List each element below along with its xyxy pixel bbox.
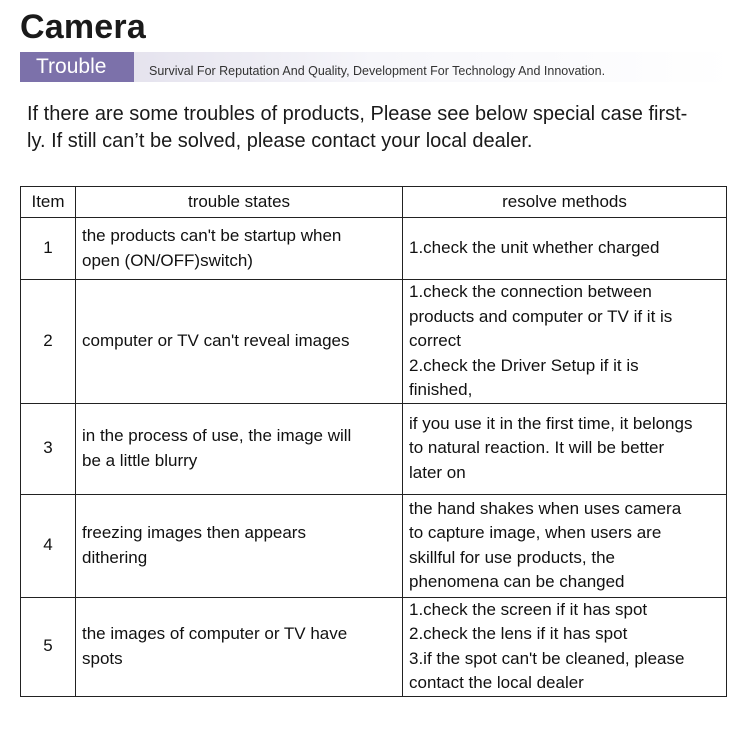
section-badge: Trouble [20, 52, 134, 82]
resolve-method [403, 597, 727, 696]
method-line: to capture image, when users are [409, 523, 662, 542]
state-line: computer or TV can't reveal images [82, 331, 350, 350]
trouble-state [76, 403, 403, 494]
method-line: skillful for use products, the [409, 547, 615, 567]
method-line: correct [409, 331, 461, 350]
method-line: 1.check the screen if it has spot [409, 599, 648, 619]
method-line: to natural reaction. It will be better [409, 438, 665, 458]
method-line: later on [409, 462, 466, 482]
method-line: phenomena can be changed [409, 572, 625, 591]
method-line: 3.if the spot can't be cleaned, please [409, 648, 685, 668]
resolve-method [403, 494, 727, 597]
state-line: spots [82, 648, 123, 668]
trouble-state [76, 494, 403, 597]
method-line: products and computer or TV if it is [409, 306, 673, 326]
state-line: open (ON/OFF)switch) [82, 250, 253, 270]
item-number: 1 [21, 218, 76, 280]
header-trouble-states: trouble states [76, 187, 403, 218]
method-line: the hand shakes when uses camera [409, 498, 682, 518]
method-line: 1.check the unit whether charged [409, 238, 660, 258]
header-item: Item [21, 187, 76, 218]
intro-line-2: ly. If still can’t be solved, please contact your local dealer. [27, 130, 533, 152]
method-line: 2.check the Driver Setup if it is [409, 355, 639, 375]
method-line: contact the local dealer [409, 673, 584, 692]
state-line: be a little blurry [82, 450, 198, 470]
table-header-row [21, 187, 727, 218]
method-line: finished, [409, 380, 473, 399]
intro-line-1: If there are some troubles of products, Please see below special case first- [27, 103, 688, 125]
method-line: 1.check the connection between [409, 282, 652, 301]
resolve-method [403, 218, 727, 280]
troubleshooting-table [20, 186, 727, 697]
method-line: if you use it in the first time, it belongs [409, 413, 693, 433]
intro-paragraph [27, 101, 727, 155]
state-line: freezing images then appears [82, 523, 306, 542]
trouble-state [76, 280, 403, 404]
resolve-method [403, 280, 727, 404]
header-resolve-methods: resolve methods [403, 187, 727, 218]
trouble-state [76, 597, 403, 696]
item-number: 2 [21, 280, 76, 404]
state-line: the images of computer or TV have [82, 624, 348, 643]
tagline: Survival For Reputation And Quality, Development For Technology And Innovation. [149, 64, 606, 78]
trouble-state [76, 218, 403, 280]
state-line: in the process of use, the image will [82, 426, 352, 445]
table-row [21, 280, 727, 404]
table-row [21, 403, 727, 494]
table-row [21, 494, 727, 597]
table-row [21, 218, 727, 280]
page-title: Camera [20, 8, 146, 46]
state-line: dithering [82, 547, 148, 567]
state-line: the products can't be startup when [82, 226, 342, 245]
table-row [21, 597, 727, 696]
method-line: 2.check the lens if it has spot [409, 624, 628, 643]
resolve-method [403, 403, 727, 494]
item-number: 3 [21, 403, 76, 494]
item-number: 5 [21, 597, 76, 696]
item-number: 4 [21, 494, 76, 597]
